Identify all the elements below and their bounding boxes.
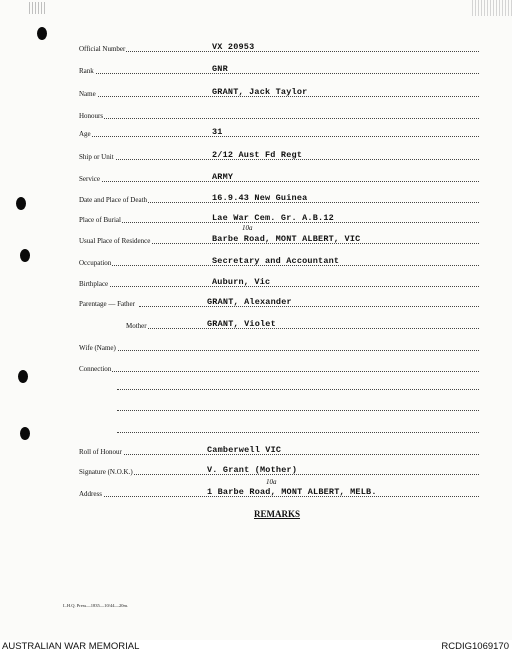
field-label: Occupation [79, 259, 112, 267]
footer-record-id: RCDIG1069170 [441, 641, 509, 652]
field-mother [79, 318, 479, 332]
field-label: Connection [79, 365, 112, 373]
field-address [79, 486, 479, 500]
field-official-number [79, 41, 479, 55]
field-honours [79, 108, 479, 122]
field-wife [79, 340, 479, 354]
field-birthplace [79, 276, 479, 290]
field-value: 31 [212, 127, 223, 137]
field-value: GNR [212, 64, 228, 74]
punch-hole-icon [20, 427, 30, 440]
field-label: Date and Place of Death [79, 196, 148, 204]
field-value: Auburn, Vic [212, 277, 271, 287]
field-service [79, 171, 479, 185]
field-label: Ship or Unit [79, 153, 114, 161]
connection-line [117, 432, 479, 433]
remarks-heading: REMARKS [254, 509, 301, 519]
field-label: Address [79, 490, 102, 498]
scan-artifact [29, 2, 47, 14]
field-label: Honours [79, 112, 104, 120]
field-father [79, 296, 479, 310]
field-label: Mother [126, 322, 147, 330]
field-label: Usual Place of Residence [79, 237, 151, 245]
field-age [79, 126, 479, 140]
footer-institution: AUSTRALIAN WAR MEMORIAL [2, 641, 140, 652]
field-occupation [79, 255, 479, 269]
field-label: Signature (N.O.K.) [79, 468, 133, 476]
punch-hole-icon [37, 27, 47, 40]
field-label: Roll of Honour [79, 448, 122, 456]
field-value: Secretary and Accountant [212, 256, 340, 266]
handwritten-annotation: 10a [266, 478, 277, 486]
field-label: Place of Burial [79, 216, 121, 224]
handwritten-annotation: 10a [242, 224, 253, 232]
field-value: 1 Barbe Road, MONT ALBERT, MELB. [207, 487, 377, 497]
field-value: Camberwell VIC [207, 445, 282, 455]
field-value: Lae War Cem. Gr. A.B.12 [212, 213, 334, 223]
field-value: GRANT, Jack Taylor [212, 87, 308, 97]
field-label: Wife (Name) [79, 344, 116, 352]
field-value: ARMY [212, 172, 234, 182]
field-ship-or-unit [79, 149, 479, 163]
field-value: 16.9.43 New Guinea [212, 193, 308, 203]
scan-artifact [472, 0, 512, 16]
field-value: GRANT, Violet [207, 319, 276, 329]
field-rank [79, 63, 479, 77]
field-roll-of-honour [79, 444, 479, 458]
field-label: Name [79, 90, 96, 98]
connection-line [117, 389, 479, 390]
punch-hole-icon [18, 370, 28, 383]
field-signature-nok [79, 464, 479, 478]
field-usual-residence [79, 233, 479, 247]
printer-imprint: L.H.Q. Press—1835—10/44—20m. [63, 603, 129, 608]
punch-hole-icon [16, 197, 26, 210]
field-date-place-of-death [79, 192, 479, 206]
field-name [79, 86, 479, 100]
field-label: Official Number [79, 45, 126, 53]
connection-line [117, 410, 479, 411]
field-value: 2/12 Aust Fd Regt [212, 150, 303, 160]
field-value: GRANT, Alexander [207, 297, 292, 307]
field-place-of-burial [79, 212, 479, 226]
field-label: Rank [79, 67, 94, 75]
field-connection [79, 361, 479, 375]
field-value: VX 20953 [212, 42, 255, 52]
field-value: Barbe Road, MONT ALBERT, VIC [212, 234, 361, 244]
punch-hole-icon [20, 249, 30, 262]
field-label: Parentage — Father [79, 300, 135, 308]
footer-bar [0, 640, 512, 654]
field-label: Birthplace [79, 280, 109, 288]
field-label: Age [79, 130, 91, 138]
field-value: V. Grant (Mother) [207, 465, 298, 475]
field-label: Service [79, 175, 100, 183]
